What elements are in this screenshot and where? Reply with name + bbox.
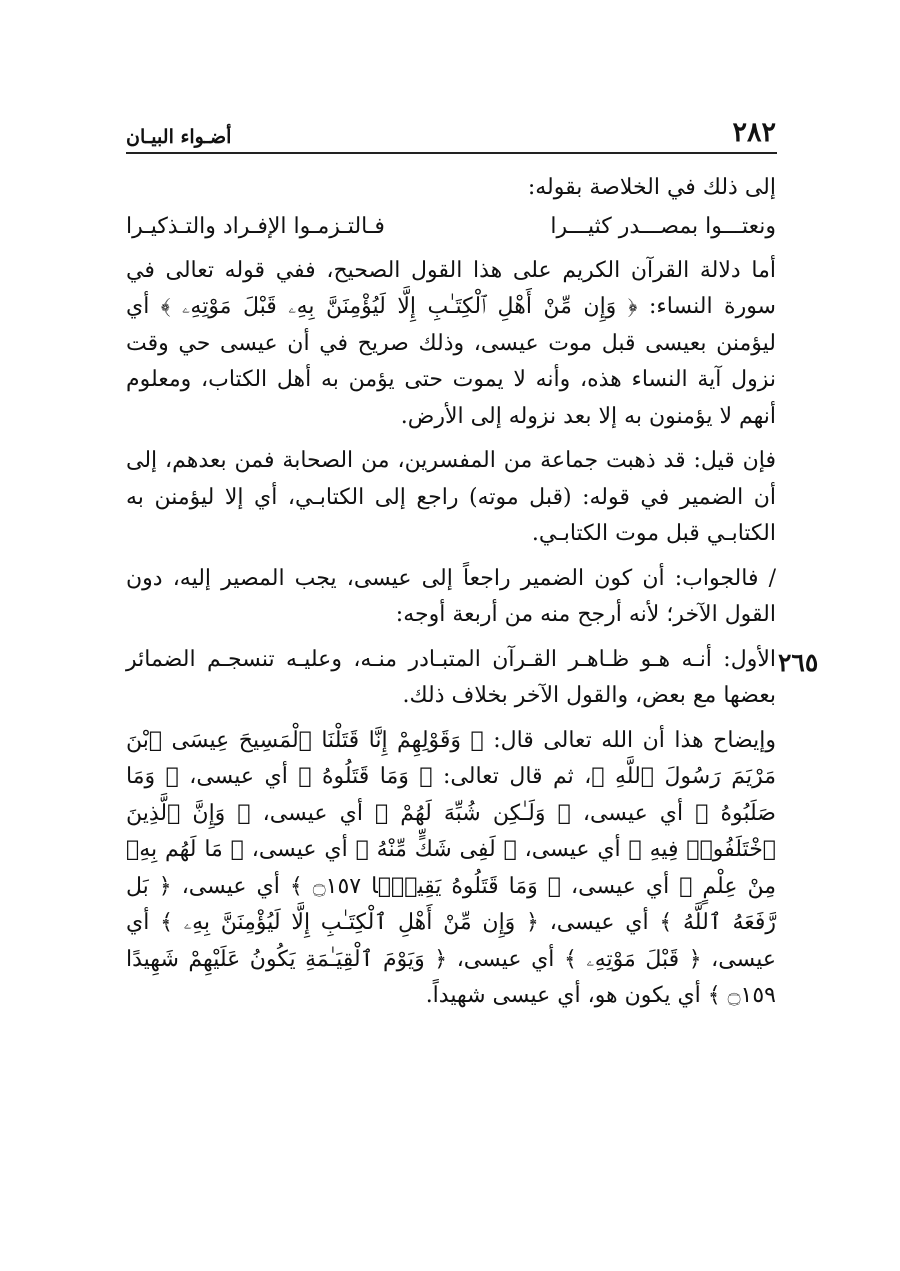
paragraph: وإيضاح هذا أن الله تعالى قال: ﴿ وَقَوْلِهِمْ إِنَّا قَتَلْنَا ٱلْمَسِيحَ عِيسَى ٱبْنَ مَرْيَمَ رَسُولَ ٱللَّهِ ﴾، ثم قال تعالى: ﴿ وَمَا قَتَلُوهُ ﴾ أي عيسى، ﴿ وَمَا صَلَبُوهُ ﴾ أي عيسى، ﴿ وَلَـٰكِن شُبِّهَ لَهُمْ ﴾ أي عيسى، ﴿ وَإِنَّ ٱلَّذِينَ ٱخْتَلَفُوا۟ فِيهِ ﴾ أي عيسى، ﴿ لَفِى شَكٍّ مِّنْهُ ﴾ أي عيسى، ﴿ مَا لَهُم بِهِۦ مِنْ عِلْمٍ ﴾ أي عيسى، ﴿ وَمَا قَتَلُوهُ يَقِينًۢا ۝١٥٧ ﴾ أي عيسى، ﴿ بَل رَّفَعَهُ ٱللَّهُ ﴾ أي عيسى، ﴿ وَإِن مِّنْ أَهْلِ ٱلْكِتَـٰبِ إِلَّا لَيُؤْمِنَنَّ بِهِۦ ﴾ أي عيسى، ﴿ قَبْلَ مَوْتِهِۦ ﴾ أي عيسى، ﴿ وَيَوْمَ ٱلْقِيَـٰمَةِ يَكُونُ عَلَيْهِمْ شَهِيدًا ۝١٥٩ ﴾ أي يكون هو، أي عيسى شهيداً. [126,727,776,1008]
header-rule [126,152,777,154]
paragraph: / فالجواب: أن كون الضمير راجعاً إلى عيسى، يجب المصير إليه، دون القول الآخر؛ لأنه أرجح منه من أربعة أوجه: [126,565,776,627]
book-title: أضـواء البيـان [126,126,232,148]
paragraph: أما دلالة القرآن الكريم على هذا القول الصحيح، ففي قوله تعالى في سورة النساء: ﴿ وَإِن مِّنْ أَهْلِ ٱلْكِتَـٰبِ إِلَّا لَيُؤْمِنَنَّ بِهِۦ قَبْلَ مَوْتِهِۦ ﴾ أي ليؤمنن بعيسى قبل موت عيسى، وذلك صريح في أن عيسى حي وقت نزول آية النساء هذه، وأنه لا يموت حتى يؤمن به أهل الكتاب، ومعلوم أنهم لا يؤمنون به إلا بعد نزوله إلى الأرض. [126,257,776,429]
paragraph: فإن قيل: قد ذهبت جماعة من المفسرين، من الصحابة فمن بعدهم، إلى أن الضمير في قوله: (قبل موته) راجع إلى الكتابـي، أي إلا ليؤمنن به الكتابـي قبل موت الكتابـي. [126,448,776,546]
paragraph: الأول: أنـه هـو ظـاهـر القـرآن المتبـادر منـه، وعليـه تنسجـم الضمائر بعضها مع بعض، والقول الآخر بخلاف ذلك. [126,646,776,708]
poetry-verse [126,209,776,245]
verse-second-hemistich: فـالتـزمـوا الإفـراد والتـذكيـرا [126,213,385,239]
verse-first-hemistich: ونعتـــوا بمصـــدر كثيـــرا [550,213,776,239]
page-body [126,170,776,1015]
margin-page-number: ٢٦٥ [778,648,819,677]
intro-line: إلى ذلك في الخلاصة بقوله: [527,175,776,200]
page-number: ٢٨٢ [732,117,776,148]
page-header [126,112,776,148]
